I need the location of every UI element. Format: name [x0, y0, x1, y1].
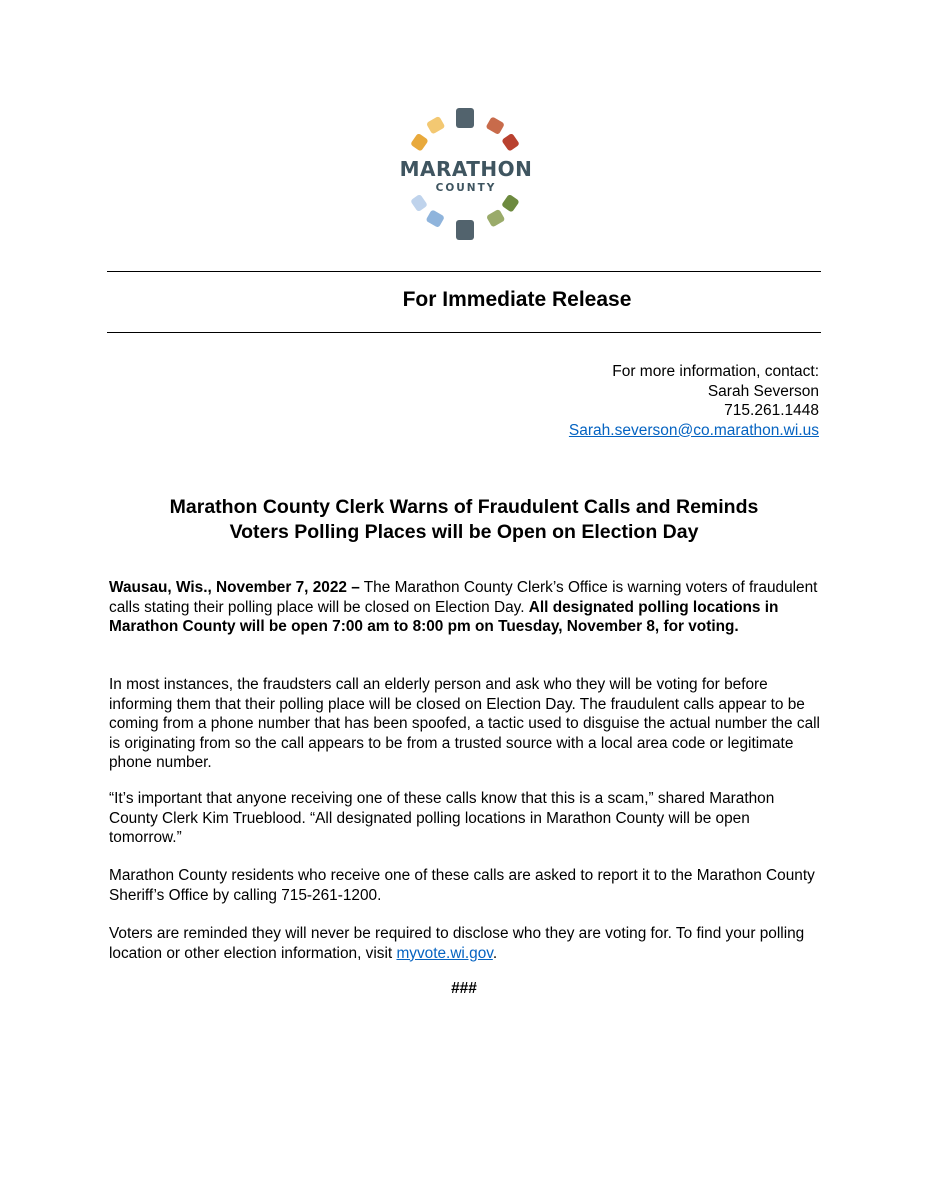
logo-tile-right-lower	[501, 194, 520, 213]
bottom-divider	[107, 332, 821, 333]
contact-email-link[interactable]: Sarah.severson@co.marathon.wi.us	[568, 421, 819, 439]
contact-phone: 715.261.1448	[724, 402, 819, 419]
contact-block	[569, 362, 819, 440]
paragraph-5-end: .	[492, 944, 498, 962]
top-divider	[107, 271, 821, 272]
paragraph-3: “It’s important that anyone receiving one of these calls know that this is a scam,” shared Marathon County Clerk Kim Trueblood. “All designated polling locations in Marathon County will be open tomorrow.”	[109, 790, 775, 846]
headline-line1: Marathon County Clerk Warns of Fraudulent Calls and Reminds	[169, 496, 759, 518]
logo-name-line2: COUNTY	[435, 182, 497, 194]
logo-tile-top-right	[485, 116, 504, 135]
paragraph-1-text: The Marathon County Clerk’s Office is warning voters of fraudulent calls stating their polling place will be closed on Election Day.	[109, 579, 818, 616]
paragraph-1	[109, 578, 825, 637]
logo-name-line1: MARATHON	[399, 157, 533, 181]
logo-tile-right-upper	[501, 133, 520, 152]
logo-tile-bottom	[456, 220, 474, 240]
logo-tile-left-upper	[410, 133, 429, 152]
contact-intro: For more information, contact:	[612, 363, 819, 380]
logo-tile-top-left	[426, 116, 445, 135]
paragraph-5	[109, 924, 825, 963]
headline-line2: Voters Polling Places will be Open on Election Day	[229, 521, 699, 543]
logo-tile-left-lower	[410, 194, 428, 212]
paragraph-4: Marathon County residents who receive one of these calls are asked to report it to the Marathon County Sheriff’s Office by calling 715-261-1200.	[109, 867, 815, 904]
logo-tile-bottom-left	[425, 209, 444, 228]
logo-tile-top	[456, 108, 474, 128]
paragraph-2: In most instances, the fraudsters call an elderly person and ask who they will be voting for before informing them that their polling place will be closed on Election Day. The fraudulent calls appear to be coming from a phone number that has been spoofed, a tactic used to disguise the actual number the call is originating from so the call appears to be from a trusted source with a local area code or legitimate phone number.	[109, 676, 820, 771]
contact-name: Sarah Severson	[707, 382, 819, 400]
release-label: For Immediate Release	[402, 288, 632, 311]
paragraph-1-bold: All designated polling locations in Marathon County will be open 7:00 am to 8:00 pm on Tuesday, November 8, for voting.	[109, 598, 779, 635]
myvote-link[interactable]: myvote.wi.gov	[396, 944, 493, 962]
paragraph-5-text: Voters are reminded they will never be required to disclose who they are voting for. To find your polling location or other election information, visit	[109, 925, 805, 962]
end-mark: ###	[451, 980, 477, 997]
logo-tile-bottom-right	[486, 209, 505, 228]
headline	[107, 495, 821, 545]
dateline: Wausau, Wis., November 7, 2022 –	[109, 579, 360, 596]
